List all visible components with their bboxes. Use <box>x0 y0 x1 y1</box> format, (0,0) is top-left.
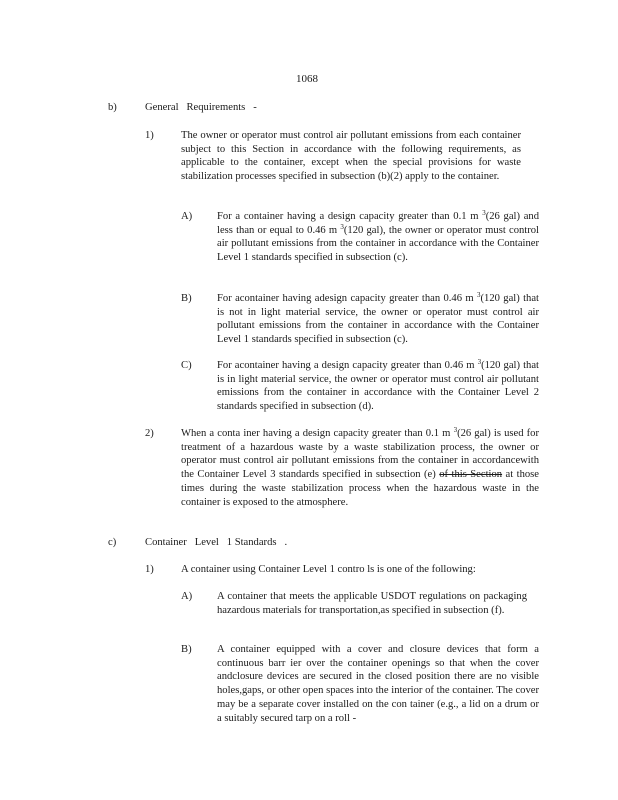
section-b-label: b) <box>108 102 117 113</box>
b2-text-a: When a conta iner having a design capacity greater than 0.1 m <box>181 428 451 439</box>
item-c1b-text: A container equipped with a cover and closure devices that form a continuous barr ier over the container openings so that when the cover andclosure devices are secured in the closed position there are no visible holes,gaps, or other open spaces into the interior of the container. The cover may be a separate cover installed on the con tainer (e.g., a lid on a drum or a suitably secured tarp on a roll - <box>217 644 539 724</box>
b2-sup-a: 3 <box>453 426 458 434</box>
b2-text-b: (26 gal) is used for treatment of a hazardous waste by a waste stabilization process, the owner or operator must control air pollutant emissions from the container in accordancewith the Container Level 3 standards specified in subsection (e) <box>181 428 539 481</box>
item-c1-text: A container using Container Level 1 contro ls is one of the following: <box>181 564 476 575</box>
b2-struck-text: of this Section <box>439 469 503 481</box>
item-b1b-text <box>217 292 539 347</box>
b1a-sup-b: 3 <box>340 222 344 231</box>
b1c-sup-a: 3 <box>477 358 482 366</box>
b1a-text-b: (26 gal) and less than or equal to 0.46 m <box>217 211 540 236</box>
b2-text-c: at those times during the waste stabilization process when the hazardous waste in the container is exposed to the atmosphere. <box>181 469 539 508</box>
b1c-text-a: For acontainer having a design capacity greater than 0.46 m <box>217 360 475 371</box>
item-b1-text: The owner or operator must control air pollutant emissions from each container subject to this Section in accordance with the following requirements, as applicable to the container, except when the special provisions for waste stabilization processes specified in subsection (b)(2) apply to the container. <box>181 130 521 183</box>
item-c1a-label: A) <box>181 591 193 602</box>
b1c-text-b: (120 gal) that is in light material service, the owner or operator must control air pollutant emissions from the container in accordance with the Container Level 2 standards specified in subsection (d). <box>217 360 539 413</box>
item-b1-label: 1) <box>145 130 154 141</box>
item-b1c-text <box>217 359 539 414</box>
section-c-heading: Container Level 1 Standards . <box>145 537 288 548</box>
b1a-text-a: For a container having a design capacity greater than 0.1 m <box>217 211 479 222</box>
section-c-label: c) <box>108 537 117 548</box>
item-b1a-text <box>217 210 539 265</box>
item-b1b-label: B) <box>181 293 192 304</box>
page-number: 1068 <box>296 73 318 85</box>
b1a-text-c: (120 gal), the owner or operator must control air pollutant emissions from the container in accordance with the Container Level 1 standards specified in subsection (c). <box>217 224 539 264</box>
item-b2-text <box>181 427 539 509</box>
item-b1a-label: A) <box>181 211 193 222</box>
item-b2-label: 2) <box>145 428 154 439</box>
item-b1c-label: C) <box>181 360 192 371</box>
b1b-text-a: For acontainer having adesign capacity greater than 0.46 m <box>217 293 474 304</box>
b1b-text-b: (120 gal) that is not in light material service, the owner or operator must control air pollutant emissions from the container in accordance with the Container Level 1 standards specified in subsection (c). <box>217 293 539 346</box>
b1b-sup-a: 3 <box>477 291 481 299</box>
item-c1-label: 1) <box>145 564 154 575</box>
section-b-heading: General Requirements - <box>145 102 257 113</box>
item-c1b-label: B) <box>181 644 192 655</box>
item-c1a-text: A container that meets the applicable USDOT regulations on packaging hazardous materials for transportation,as specified in subsection (f). <box>217 591 527 616</box>
b1a-sup-a: 3 <box>482 209 486 217</box>
